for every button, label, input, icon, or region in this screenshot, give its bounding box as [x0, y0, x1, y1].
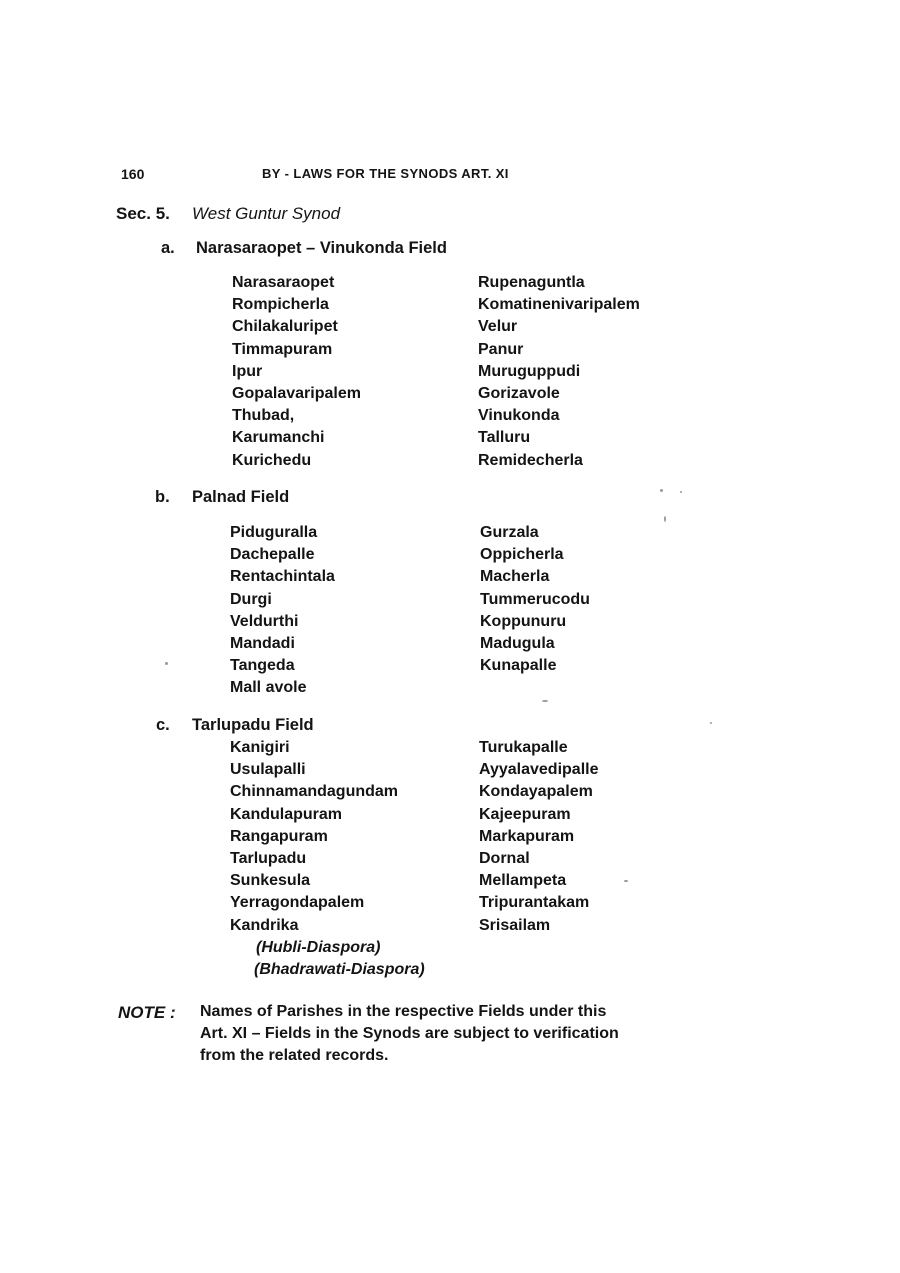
parish-name: Oppicherla	[480, 546, 564, 564]
parish-name: Dachepalle	[230, 546, 315, 564]
parish-name: Mandadi	[230, 635, 295, 653]
parish-name: Rangapuram	[230, 827, 328, 845]
parish-name: Macherla	[480, 568, 550, 586]
parish-name: Velur	[478, 318, 518, 336]
parish-name: Kanigiri	[230, 739, 290, 756]
parish-name: Srisailam	[479, 916, 551, 934]
parish-name: Gurzala	[480, 524, 539, 541]
parish-name: Kajeepuram	[479, 805, 571, 823]
parish-name: Talluru	[478, 429, 531, 447]
parish-name: Tummerucodu	[480, 590, 590, 608]
note-label: NOTE :	[118, 1003, 176, 1022]
section-label: Sec. 5.	[116, 204, 170, 223]
scan-speck	[710, 722, 712, 724]
field-b-title: Palnad Field	[192, 488, 290, 506]
parish-name: Piduguralla	[230, 524, 318, 541]
field-c-letter: c.	[156, 716, 170, 734]
parish-name: Rentachintala	[230, 568, 335, 586]
field-b-letter: b.	[155, 488, 170, 506]
parish-name: Usulapalli	[230, 761, 306, 779]
parish-name: Tarlupadu	[230, 850, 307, 868]
note-line: Art. XI – Fields in the Synods are subject to verification	[200, 1025, 619, 1042]
parish-name: Markapuram	[479, 827, 575, 845]
parish-name: Kunapalle	[480, 657, 557, 675]
parish-name: Tripurantakam	[479, 894, 590, 912]
parish-name: Karumanchi	[232, 429, 325, 447]
note-line: from the related records.	[200, 1047, 389, 1064]
parish-name: Koppunuru	[480, 612, 567, 630]
page-number: 160	[121, 166, 145, 182]
parish-name: Muruguppudi	[478, 362, 581, 380]
parish-name: Komatinenivaripalem	[478, 296, 640, 314]
scan-speck	[660, 489, 663, 492]
parish-name: Panur	[478, 340, 524, 358]
field-c-title: Tarlupadu Field	[192, 716, 314, 734]
parish-name: Chinnamandagundam	[230, 783, 399, 801]
parish-name: Narasaraopet	[232, 274, 335, 291]
parish-name: Timmapuram	[232, 340, 333, 358]
parish-name: Dornal	[479, 850, 530, 868]
parish-name: Remidecherla	[478, 451, 583, 469]
parish-name: Thubad,	[232, 407, 295, 425]
parish-name: Kurichedu	[232, 451, 312, 469]
parish-name: Mellampeta	[479, 872, 567, 890]
parish-name: Ipur	[232, 362, 263, 380]
note-text	[200, 1001, 720, 1067]
field-a-title: Narasaraopet – Vinukonda Field	[196, 239, 447, 257]
field-a-letter: a.	[161, 239, 175, 257]
parish-name: Veldurthi	[230, 612, 299, 630]
diaspora-entry: (Bhadrawati-Diaspora)	[254, 961, 425, 979]
parish-name: Kondayapalem	[479, 783, 593, 801]
parish-name: Yerragondapalem	[230, 894, 365, 912]
running-head: BY - LAWS FOR THE SYNODS ART. XI	[262, 166, 509, 181]
parish-name: Kandrika	[230, 916, 299, 934]
parish-name: Tangeda	[230, 657, 295, 675]
parish-name: Durgi	[230, 590, 272, 608]
scan-speck	[542, 700, 548, 702]
field-b-left-list	[230, 522, 335, 700]
parish-name: Gopalavaripalem	[232, 385, 361, 403]
parish-name: Turukapalle	[479, 739, 568, 756]
section-title: West Guntur Synod	[192, 204, 341, 223]
note-line: Names of Parishes in the respective Fields under this	[200, 1003, 607, 1020]
scan-speck	[165, 662, 168, 665]
parish-name: Gorizavole	[478, 385, 560, 403]
scan-speck	[624, 880, 628, 882]
scan-speck	[664, 516, 666, 522]
parish-name: Sunkesula	[230, 872, 311, 890]
parish-name: Chilakaluripet	[232, 318, 338, 336]
parish-name: Madugula	[480, 635, 555, 653]
field-c-left-list	[230, 737, 425, 981]
parish-name: Ayyalavedipalle	[479, 761, 599, 779]
field-a-right-list	[478, 272, 640, 472]
field-a-left-list	[232, 272, 361, 472]
parish-name: Rupenaguntla	[478, 274, 585, 291]
scan-speck	[680, 491, 682, 493]
parish-name: Rompicherla	[232, 296, 329, 314]
field-b-right-list	[480, 522, 590, 677]
diaspora-entry: (Hubli-Diaspora)	[256, 938, 381, 956]
parish-name: Mall avole	[230, 679, 307, 697]
field-c-right-list	[479, 737, 598, 937]
parish-name: Vinukonda	[478, 407, 560, 425]
parish-name: Kandulapuram	[230, 805, 343, 823]
